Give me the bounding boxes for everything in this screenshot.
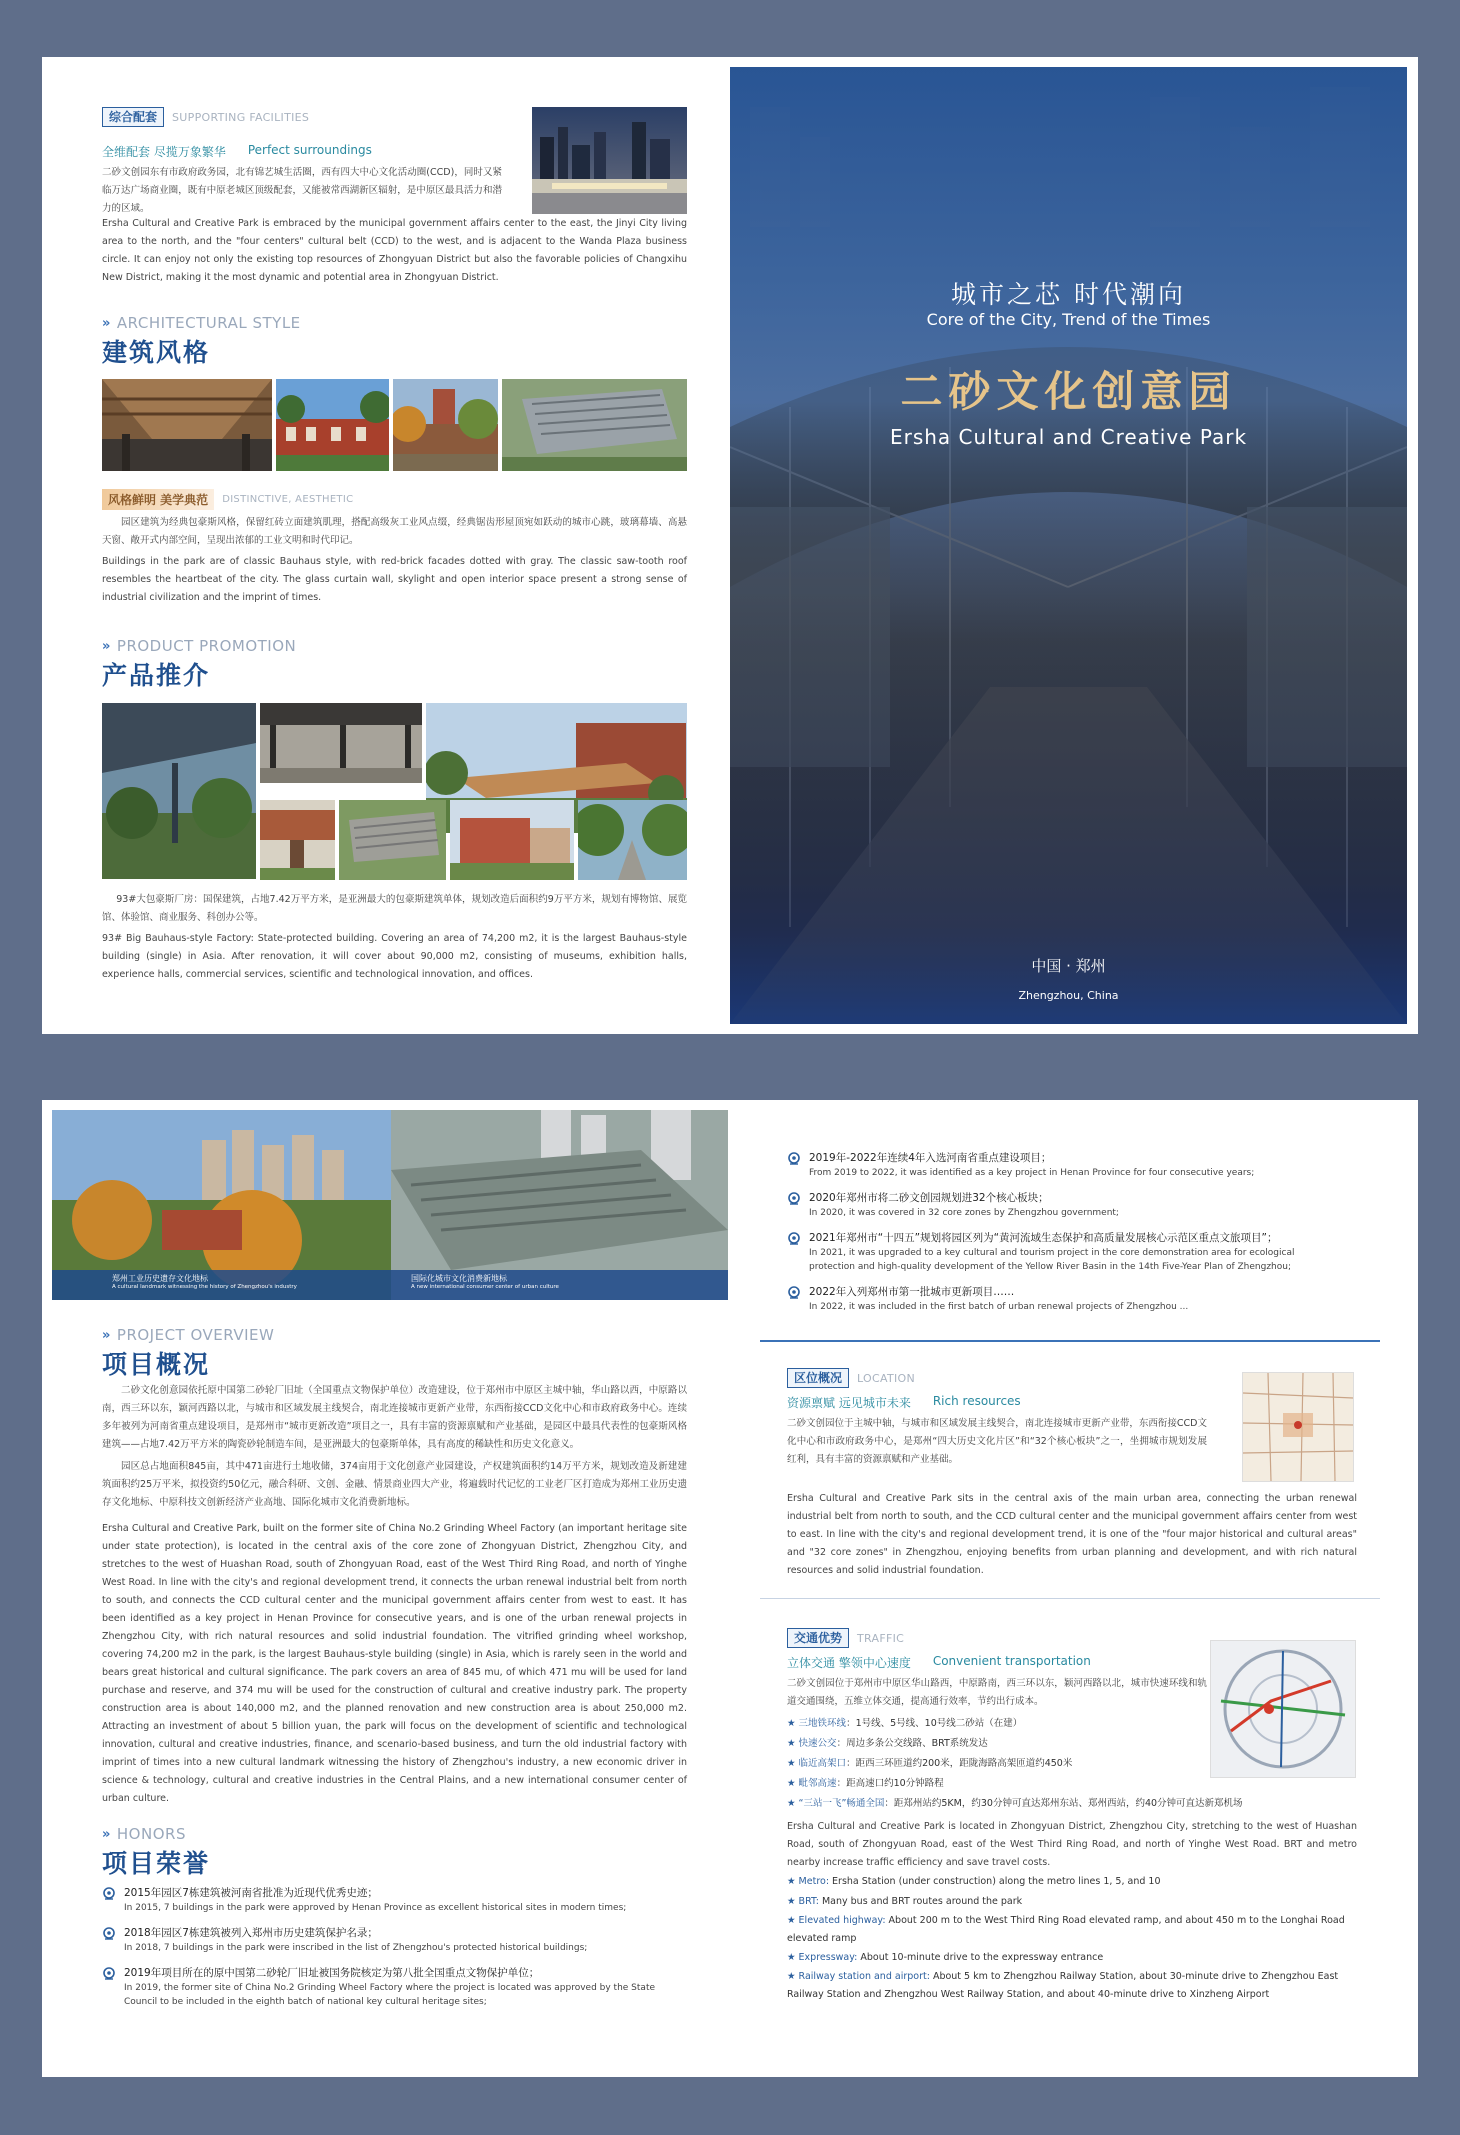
honor-cn: 2019年项目所在的原中国第二砂轮厂旧址被国务院核定为第八批全国重点文物保护单位； bbox=[124, 1967, 540, 1979]
honor-en: In 2018, 7 buildings in the park were inscribed in the list of Zhengzhou's protected historical buildings; bbox=[124, 1943, 588, 1953]
overview-title-en: PROJECT OVERVIEW bbox=[116, 1326, 275, 1344]
location-pin-icon bbox=[102, 1927, 116, 1941]
cover-title-cn: 二砂文化创意园 bbox=[900, 367, 1237, 416]
honor-en: In 2015, 7 buildings in the park were approved by Henan Province as excellent historical sites in modern times; bbox=[124, 1903, 627, 1913]
honor-cn: 2019年-2022年连续4年入选河南省重点建设项目； bbox=[809, 1152, 1052, 1164]
chevron-right-icon: » bbox=[102, 1826, 111, 1842]
product-body-en: 93# Big Bauhaus-style Factory: State-protected building. Covering an area of 74,200 m2, it is the largest Bauhaus-style building (single) in Asia. After renovation, it will cover about 90,000 m2, consisting of museums, exhibition halls, experience halls, commercial services, scientific and technological innovation, and offices. bbox=[102, 933, 687, 980]
architecture-text bbox=[102, 489, 687, 607]
star-icon: ★ bbox=[787, 1971, 799, 1982]
facilities-sub-en: Perfect surroundings bbox=[247, 143, 372, 157]
overview-title-cn: 项目概况 bbox=[102, 1350, 211, 1379]
location-section bbox=[787, 1368, 1207, 1469]
overview-text bbox=[102, 1382, 687, 1808]
traffic-map bbox=[1210, 1640, 1356, 1778]
location-pin-icon bbox=[787, 1232, 801, 1246]
traffic-bullets-cn bbox=[787, 1714, 1207, 1794]
traffic-sub-en: Convenient transportation bbox=[932, 1654, 1091, 1668]
location-pin-icon bbox=[787, 1192, 801, 1206]
traffic-bullet: ★ 快速公交：周边多条公交线路、BRT系统发达 bbox=[787, 1738, 988, 1749]
banner-photo-left bbox=[52, 1110, 391, 1300]
facilities-sub-cn: 全维配套 尽揽万象繁华 bbox=[102, 145, 226, 159]
location-tag-en: LOCATION bbox=[857, 1371, 916, 1385]
honor-item bbox=[787, 1150, 1357, 1180]
overview-p1-cn: 二砂文化创意园依托原中国第二砂轮厂旧址（全国重点文物保护单位）改造建设，位于郑州市中原区主城中轴，华山路以西，中原路以南，西三环以东，颖河西路以北，与城市和区域发展主线契合，南北连接城市更新产业带，东西衔接CCD文化中心和市政府政务中心。连续多年被列为河南省重点建设项目，是郑州市“城市更新改造”项目之一，具有丰富的资源禀赋和产业基础，是园区中最具代表性的包豪斯风格建筑——占地7.42万平方米的陶瓷砂轮制造车间，是亚洲最大的包豪斯单体，具有高度的稀缺性和历史文化意义。 bbox=[102, 1385, 687, 1450]
location-sub-cn: 资源禀赋 远见城市未来 bbox=[787, 1396, 911, 1410]
honors-list bbox=[102, 1875, 687, 2009]
honor-item bbox=[102, 1965, 687, 2009]
product-title-en: PRODUCT PROMOTION bbox=[116, 637, 297, 655]
honor-en: In 2019, the former site of China No.2 Grinding Wheel Factory where the project is located was approved by the State Council to be included in the eighth batch of national key cultural heritage sites; bbox=[124, 1983, 656, 2007]
location-en-wrap bbox=[787, 1490, 1357, 1580]
honor-item bbox=[102, 1885, 687, 1915]
traffic-tag-en: TRAFFIC bbox=[857, 1631, 905, 1645]
location-pin-icon bbox=[102, 1967, 116, 1981]
facilities-body-en: Ersha Cultural and Creative Park is embraced by the municipal government affairs center to the east, the Jinyi City living area to the north, and the "four centers" cultural belt (CCD) to the west, and is adjacent to the Wanda Plaza business circle. It can enjoy not only the existing top resources of Zhongyuan District but also the favorable policies of Changxihu New District, making it the most dynamic and potential area in Zhongyuan District. bbox=[102, 218, 687, 283]
product-photo-5 bbox=[339, 800, 446, 880]
traffic-sub-cn: 立体交通 擎领中心速度 bbox=[787, 1656, 911, 1670]
honors-title-en: HONORS bbox=[116, 1825, 186, 1843]
facilities-en-wrap bbox=[102, 215, 687, 287]
traffic-bullet: ★ Metro: Ersha Station (under construction) along the metro lines 1, 5, and 10 bbox=[787, 1876, 1161, 1887]
honor-cn: 2015年园区7栋建筑被河南省批准为近现代优秀史迹； bbox=[124, 1887, 378, 1899]
cover-title-en: Ersha Cultural and Creative Park bbox=[889, 425, 1248, 449]
star-icon: ★ bbox=[787, 1738, 799, 1749]
traffic-bullet: ★ 三地铁环线：1号线、5号线、10号线二砂站（在建） bbox=[787, 1718, 1023, 1729]
traffic-body-cn: 二砂文创园位于郑州市中原区华山路西，中原路南，西三环以东，颖河西路以北，城市快速环线和轨道交通围绕，五维立体交通，提高通行效率，节约出行成本。 bbox=[787, 1678, 1207, 1707]
honor-en: In 2022, it was included in the first batch of urban renewal projects of Zhengzhou ... bbox=[809, 1302, 1189, 1312]
facilities-tag-en: SUPPORTING FACILITIES bbox=[172, 110, 310, 124]
location-pin-icon bbox=[787, 1286, 801, 1300]
location-sub-en: Rich resources bbox=[932, 1394, 1021, 1408]
overview-p2-cn: 园区总占地面积845亩，其中471亩进行土地收储，374亩用于文化创意产业园建设，产权建筑面积约14万平方米，规划改造及新建建筑面积约25万平米，拟投资约50亿元，融合科研、文创、金融、情景商业四大产业，将遍载时代记忆的工业老厂区打造成为郑州工业历史遗存文化地标、中原科技文创新经济产业高地、国际化城市文化消费新地标。 bbox=[102, 1461, 687, 1508]
location-pin-icon bbox=[787, 1152, 801, 1166]
location-tag: 区位概况 bbox=[787, 1368, 849, 1388]
product-photo-6 bbox=[450, 800, 574, 880]
product-body-cn: 93#大包豪斯厂房：国保建筑，占地7.42万平方米，是亚洲最大的包豪斯建筑单体，规划改造后面积约9万平方米，规划有博物馆、展览馆、体验馆、商业服务、科创办公等。 bbox=[102, 894, 687, 923]
honors-heading bbox=[102, 1825, 210, 1880]
honor-cn: 2020年郑州市将二砂文创园规划进32个核心板块； bbox=[809, 1192, 1049, 1204]
architecture-tag: 风格鲜明 美学典范 bbox=[102, 489, 214, 510]
architecture-body-cn: 园区建筑为经典包豪斯风格，保留红砖立面建筑肌理，搭配高级灰工业风点缀，经典锯齿形屋顶宛如跃动的城市心跳，玻璃幕墙、高悬天窗、敞开式内部空间，呈现出浓郁的工业文明和时代印记。 bbox=[102, 517, 687, 546]
star-icon: ★ bbox=[787, 1952, 799, 1963]
honor-cn: 2018年园区7栋建筑被列入郑州市历史建筑保护名录； bbox=[124, 1927, 378, 1939]
aerial-rendering-photo bbox=[502, 379, 687, 471]
honor-en: In 2020, it was covered in 32 core zones by Zhengzhou government; bbox=[809, 1208, 1119, 1218]
architecture-body-en: Buildings in the park are of classic Bauhaus style, with red-brick facades dotted with gray. The classic saw-tooth roof resembles the heartbeat of the city. The glass curtain wall, skylight and open interior space present a strong sense of industrial civilization and the imprint of times. bbox=[102, 556, 687, 603]
banner-photo-right bbox=[391, 1110, 728, 1300]
star-icon: ★ bbox=[787, 1758, 799, 1769]
cover-slogan-cn: 城市之芯 时代潮向 bbox=[951, 280, 1186, 309]
divider bbox=[760, 1598, 1380, 1599]
location-body-en: Ersha Cultural and Creative Park sits in the central axis of the main urban area, connecting the urban renewal industrial belt from north to south, and the CCD cultural center and the municipal government affairs center from west to east. In line with the city's and regional development trend, it is one of the "four major historical and cultural areas" and "32 core zones" in Zhengzhou, enjoying benefits from urban planning and development, and with rich natural resources and solid industrial foundation. bbox=[787, 1493, 1357, 1576]
cover-location-en: Zhengzhou, China bbox=[1018, 989, 1119, 1002]
honors-title-cn: 项目荣誉 bbox=[102, 1849, 211, 1878]
honor-item bbox=[102, 1925, 687, 1955]
honor-cn: 2021年郑州市“十四五”规划将园区列为“黄河流域生态保护和高质量发展核心示范区重点文旅项目”； bbox=[809, 1232, 1278, 1244]
traffic-bullet: ★ 临近高架口：距西三环匝道约200米，距陇海路高架匝道约450米 bbox=[787, 1758, 1073, 1769]
star-icon: ★ bbox=[787, 1915, 799, 1926]
architecture-title-en: ARCHITECTURAL STYLE bbox=[116, 314, 301, 332]
star-icon: ★ bbox=[787, 1896, 799, 1907]
interior-roof-photo bbox=[102, 379, 272, 471]
cover-factory-image bbox=[730, 67, 1407, 1024]
divider bbox=[760, 1340, 1380, 1342]
traffic-bullet: ★ Expressway: About 10-minute drive to the expressway entrance bbox=[787, 1952, 1104, 1963]
traffic-bullet: ★ “三站一飞”畅通全国：距郑州站约5KM，约30分钟可直达郑州东站、郑州西站，约40分钟可直达新郑机场 bbox=[787, 1798, 1243, 1809]
product-title-cn: 产品推介 bbox=[102, 661, 211, 690]
facilities-text bbox=[102, 137, 502, 218]
chevron-right-icon: » bbox=[102, 638, 111, 654]
night-cityscape-photo bbox=[532, 107, 687, 214]
honor-en: From 2019 to 2022, it was identified as a key project in Henan Province for four consecutive years; bbox=[809, 1168, 1255, 1178]
honors-continued-list bbox=[787, 1150, 1357, 1314]
location-map bbox=[1242, 1372, 1354, 1482]
cover-panel bbox=[730, 67, 1407, 1024]
courtyard-photo bbox=[393, 379, 498, 471]
product-photo-2 bbox=[260, 703, 422, 783]
honor-item bbox=[787, 1230, 1357, 1274]
traffic-bullet: ★ Railway station and airport: About 5 km to Zhengzhou Railway Station, about 30-minute drive to Zhengzhou East Railway Station and Zhengzhou West Railway Station, and about 40-minute drive to Xinzheng Airport bbox=[787, 1971, 1339, 2000]
traffic-tag: 交通优势 bbox=[787, 1628, 849, 1648]
traffic-bullet: ★ Elevated highway: About 200 m to the West Third Ring Road elevated ramp, and about 450 m to the Longhai Road elevated ramp bbox=[787, 1915, 1345, 1944]
product-heading bbox=[102, 637, 296, 692]
traffic-bullet: ★ BRT: Many bus and BRT routes around the park bbox=[787, 1896, 1023, 1907]
star-icon: ★ bbox=[787, 1876, 799, 1887]
star-icon: ★ bbox=[787, 1718, 799, 1729]
star-icon: ★ bbox=[787, 1798, 799, 1809]
overview-heading bbox=[102, 1326, 274, 1381]
product-photo-4 bbox=[260, 800, 335, 880]
star-icon: ★ bbox=[787, 1778, 799, 1789]
product-photo-7 bbox=[578, 800, 687, 880]
banner-right-cn: 国际化城市文化消费新地标 bbox=[411, 1274, 507, 1283]
cover-slogan-en: Core of the City, Trend of the Times bbox=[926, 310, 1211, 329]
location-pin-icon bbox=[102, 1887, 116, 1901]
brochure-outer-sheet bbox=[42, 57, 1418, 1034]
architecture-tag-en: DISTINCTIVE, AESTHETIC bbox=[222, 494, 354, 505]
product-photo-1 bbox=[102, 703, 256, 879]
cover-location-cn: 中国 · 郑州 bbox=[1031, 957, 1106, 975]
chevron-right-icon: » bbox=[102, 1327, 111, 1343]
traffic-section bbox=[787, 1628, 1207, 1711]
banner-right-en: A new international consumer center of urban culture bbox=[411, 1284, 559, 1290]
architecture-title-cn: 建筑风格 bbox=[102, 338, 211, 367]
facilities-tag: 综合配套 bbox=[102, 107, 164, 127]
traffic-bullet: ★ 毗邻高速：距高速口约10分钟路程 bbox=[787, 1778, 944, 1789]
location-body-cn: 二砂文创园位于主城中轴，与城市和区域发展主线契合，南北连接城市更新产业带，东西衔接CCD文化中心和市政府政务中心，是郑州“四大历史文化片区”和“32个核心板块”之一，坐拥城市规划发展红利，具有丰富的资源禀赋和产业基础。 bbox=[787, 1418, 1207, 1465]
traffic-body-en: Ersha Cultural and Creative Park is located in Zhongyuan District, Zhengzhou City, stretching to the west of Huashan Road, south of Zhongyuan Road, east of the West Third Ring Road, and north of Yinghe West Road. BRT and metro nearby increase traffic efficiency and save travel costs. bbox=[787, 1821, 1357, 1868]
facilities-body-cn: 二砂文创园东有市政府政务园，北有锦艺城生活圈，西有四大中心文化活动圈(CCD)，同时又紧临万达广场商业圈，既有中原老城区顶级配套，又能被常西湖新区辐射，是中原区最具活力和潜力的区域。 bbox=[102, 167, 502, 214]
banner-left-cn: 郑州工业历史遗存文化地标 bbox=[112, 1274, 208, 1283]
banner-left-en: A cultural landmark witnessing the history of Zhengzhou's industry bbox=[112, 1284, 297, 1290]
brochure-inner-sheet bbox=[42, 1100, 1418, 2077]
red-brick-building-photo bbox=[276, 379, 389, 471]
honor-en: In 2021, it was upgraded to a key cultural and tourism project in the core demonstration area for ecological protection and high-quality development of the Yellow River Basin in the 14th Five-Year Plan of Zhengzhou; bbox=[809, 1248, 1295, 1272]
chevron-right-icon: » bbox=[102, 315, 111, 331]
product-text bbox=[102, 887, 687, 984]
honor-cn: 2022年入列郑州市第一批城市更新项目…… bbox=[809, 1286, 1015, 1298]
traffic-en bbox=[787, 1794, 1357, 2004]
overview-body-en: Ersha Cultural and Creative Park, built on the former site of China No.2 Grinding Wheel Factory (an important heritage site under state protection), is located in the central axis of the core zone of Zhongyuan District, Zhengzhou City, and stretches to the west of Huashan Road, south of Zhongyuan Road, east of the West Third Ring Road, and north of Yinghe West Road. In line with the city's and regional development trend, it connects the urban renewal industrial belt from north to south, and connects the CCD cultural center and the municipal government affairs center from west to east. It has been identified as a key project in Henan Province for consecutive years, and is one of the urban renewal projects in Zhengzhou City, with rich natural resources and solid industrial foundation. The vitrified grinding wheel workshop, covering 74,200 m2 in the park, is the largest Bauhaus-style building (single) in Asia, which is rarely seen in the world and bears great historical and cultural significance. The park covers an area of 845 mu, of which 471 mu will be used for land purchase and reserve, and 374 mu will be used for the construction of cultural and creative industry park. The property construction area is about 140,000 m2, and the planned renovation and new construction area is about 250,000 m2. Attracting an investment of about 5 billion yuan, the park will focus on the development of scientific and technological innovation, cultural and creative industries, finance, and scenario-based business, and turn the old industrial factory with imprint of times into a new cultural landmark witnessing the history of Zhengzhou's industry, a new economic driver in science & technology, cultural and creative industries in the Central Plains, and a new international consumer center of urban culture. bbox=[102, 1523, 687, 1804]
honor-item bbox=[787, 1190, 1357, 1220]
honor-item bbox=[787, 1284, 1357, 1314]
architecture-heading bbox=[102, 314, 301, 369]
